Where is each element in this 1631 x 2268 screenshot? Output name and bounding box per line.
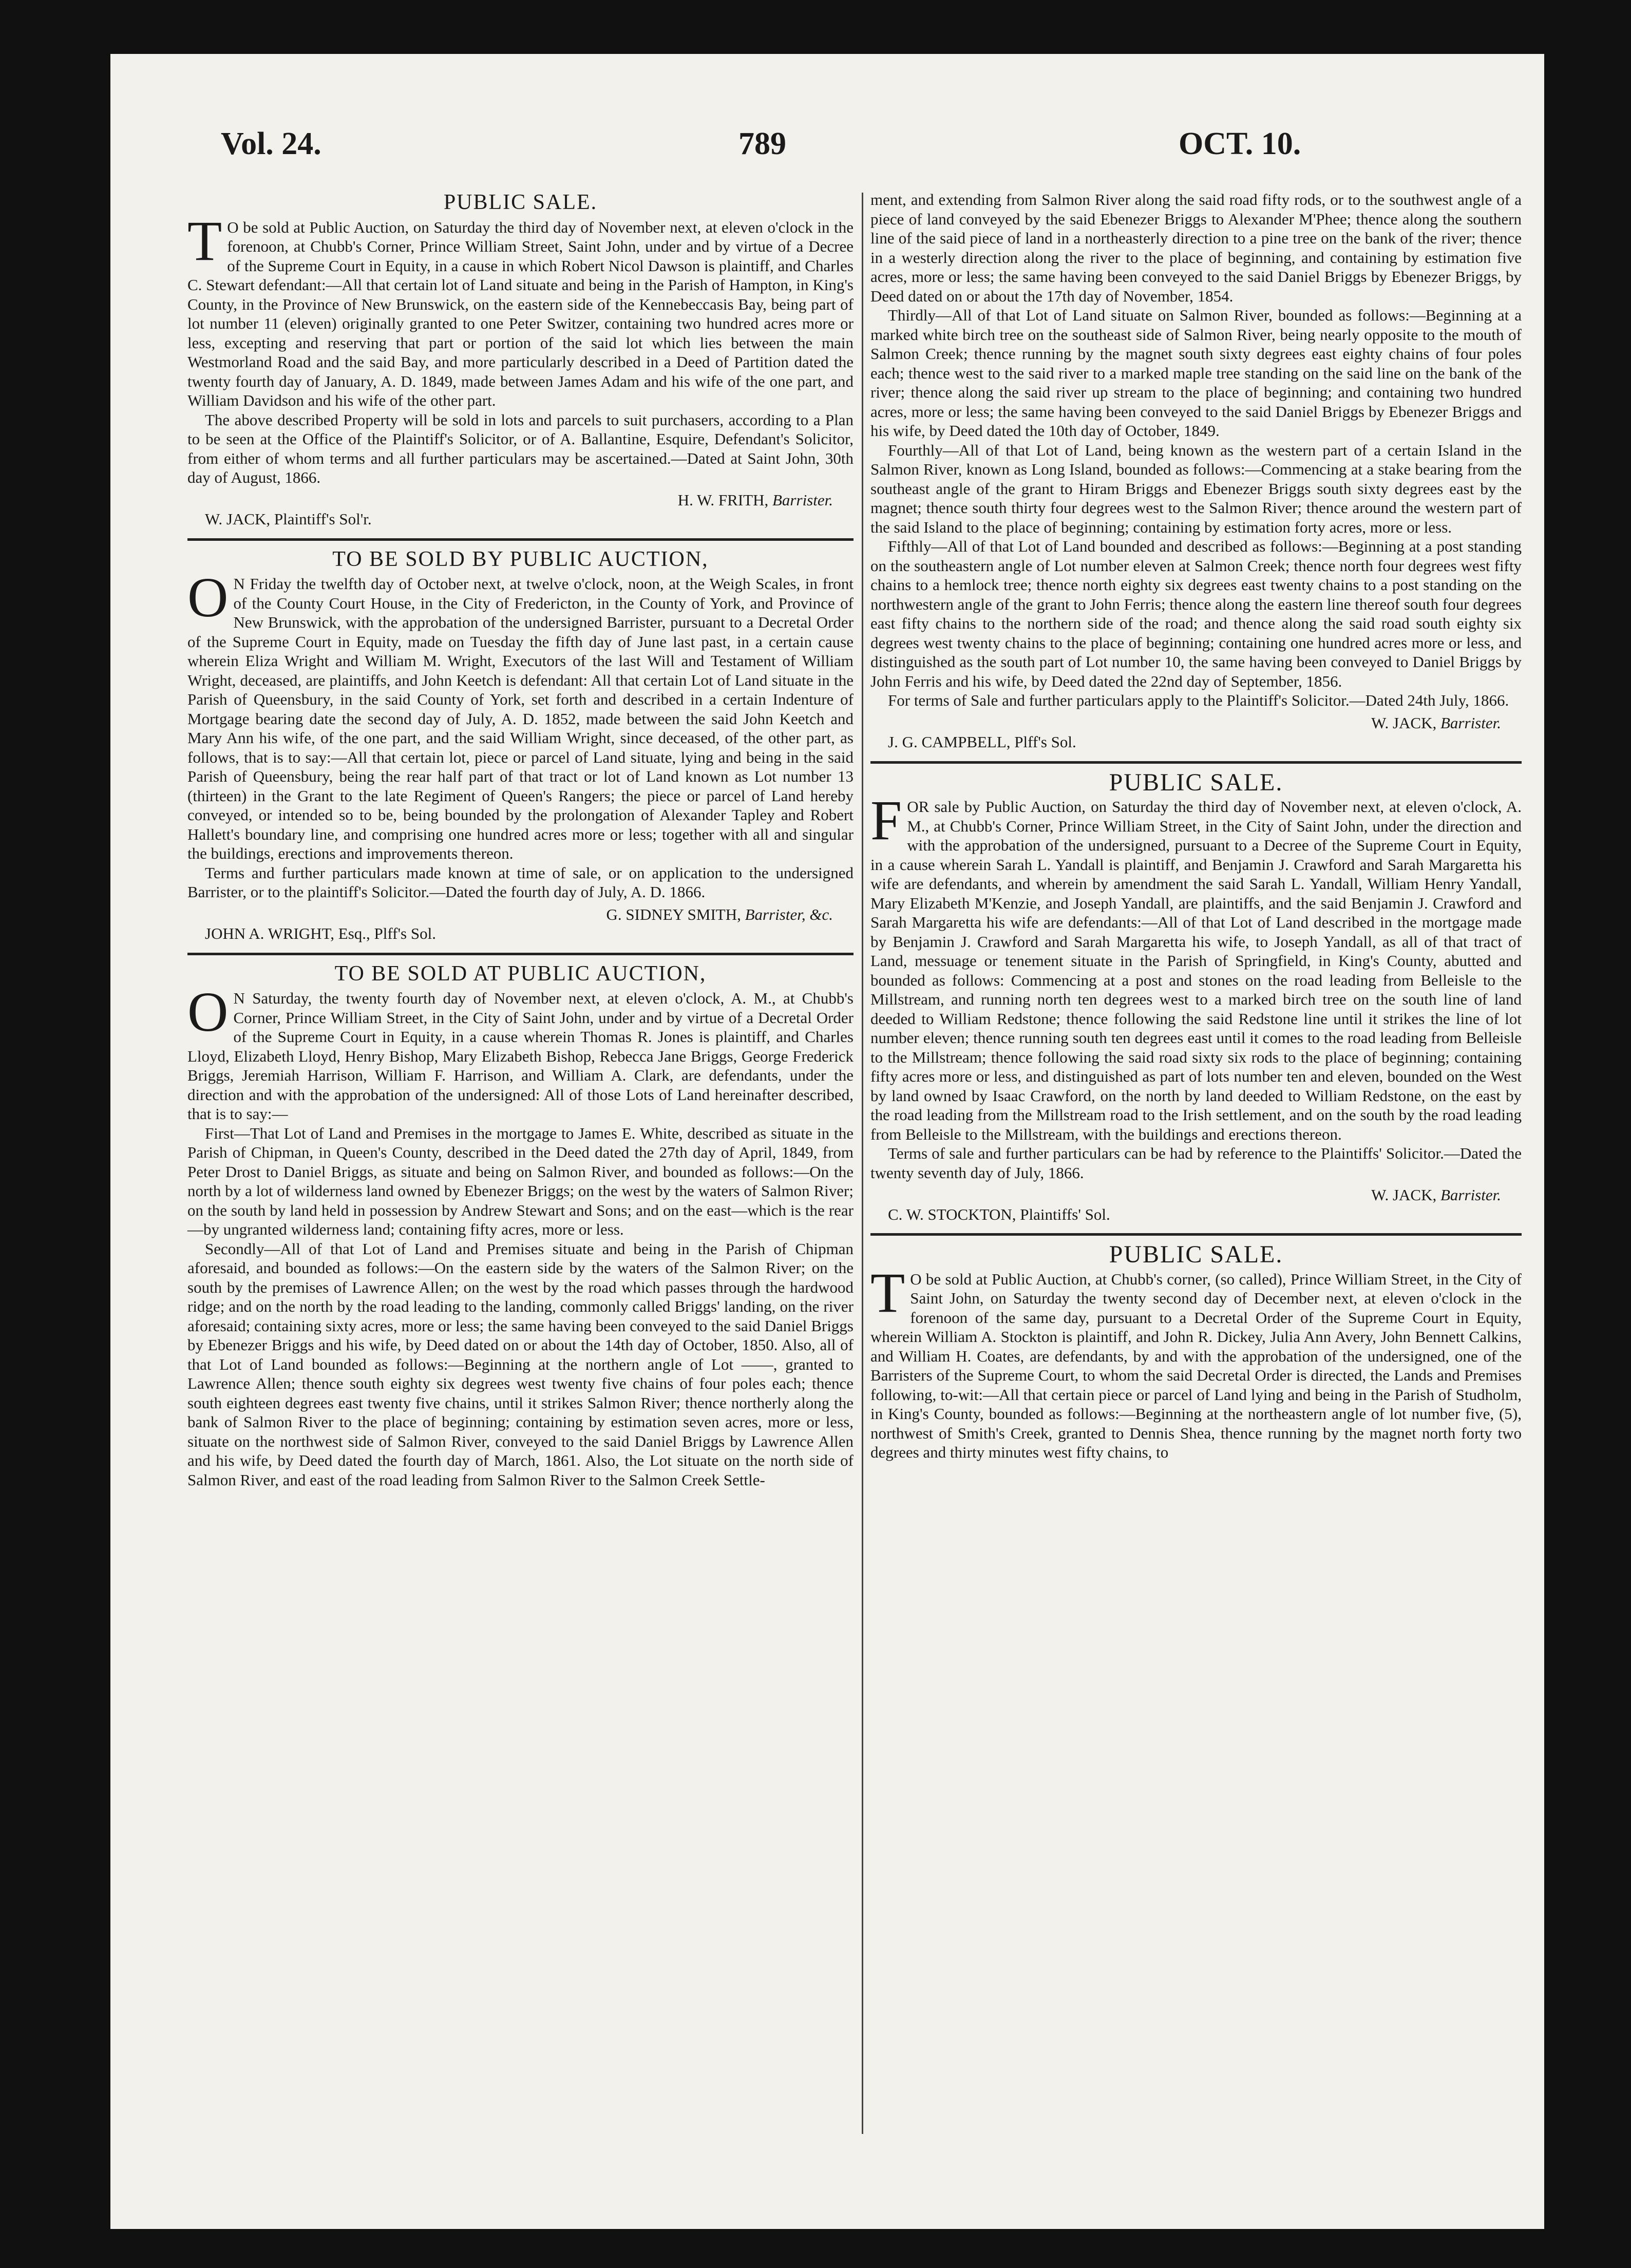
notice-auction-fredericton	[187, 547, 854, 943]
column-divider	[862, 193, 863, 2134]
notice-auction-chipman	[187, 961, 854, 1490]
notice-body: FOR sale by Public Auction, on Saturday the third day of November next, at eleven o'clock, A. M., at Chubb's Corner, Prince William Street, in the City of Saint John, under the direction and with the approbation of the undersigned, pursuant to a Decree of the Supreme Court in Equity, in a cause wherein Sarah L. Yandall is plaintiff, and Benjamin J. Crawford and Sarah Margaretta his wife are defendants, and wherein by amendment the said Sarah L. Yandall, William Henry Yandall, Mary Elizabeth M'Kenzie, and Joseph Yandall, are plaintiffs, and the said Benjamin J. Crawford and Sarah Margaretta his wife are defendants:—All of that Lot of Land described in the mortgage made by Benjamin J. Crawford and Sarah Margaretta his wife, to Joseph Yandall, as all of that tract of Land, messuage or tenement situate in the Parish of Springfield, in King's County, abutted and bounded as follows: Commencing at a post and stones on the road leading from Belleisle to the Millstream, and running north ten degrees west to a marked birch tree on the south line of land deeded to William Redstone; thence following the said Redstone line until it strikes the line of lot number eleven; thence running south ten degrees east until it comes to the road leading from Belleisle to the Millstream; thence following the said road sixty six rods to the place of beginning; containing fifty acres more or less, and distinguished as part of lots number ten and eleven, bounded on the West by land owned by Isaac Crawford, on the north by land deeded to William Redstone, on the east by the road leading from the Millstream road to the Irish settlement, and on the south by the road leading from Belleisle to the Millstream, with the buildings and erections thereon.	[870, 789, 1522, 1143]
notice-public-sale-springfield	[870, 768, 1522, 1224]
notice-terms: Terms and further particulars made known at time of sale, or on application to the undersigned Barrister, or to the plaintiff's Solicitor.—Dated the fourth day of July, A. D. 1866.	[187, 863, 854, 901]
volume-number: Vol. 24.	[221, 126, 321, 161]
notice-terms: Terms of sale and further particulars can be had by reference to the Plaintiffs' Solicitor.—Dated the twenty seventh day of July, 1866.	[870, 1144, 1522, 1182]
notice-second-lot: Secondly—All of that Lot of Land and Premises situate and being in the Parish of Chipman aforesaid, and bounded as follows:—On the eastern side by the waters of the Salmon River; on the south by the premises of Lawrence Allen; on the west by the road which passes through the hardwood ridge; and on the north by the road leading to the landing, commonly called Briggs' landing, on the river aforesaid; containing sixty acres, more or less; the same having been conveyed to the said Daniel Briggs by Ebenezer Briggs and his wife, by Deed dated on or about the 14th day of October, 1850. Also, all of that Lot of Land bounded as follows:—Beginning at the northern angle of Lot ——, granted to Lawrence Allen; thence south eighty six degrees west twenty five chains of four poles each; thence south eighteen degrees east twenty five chains, until it strikes Salmon River; thence northerly along the bank of Salmon River to the place of beginning; containing by estimation seven acres, more or less, situate on the northwest side of Salmon River, conveyed to the said Daniel Briggs by Lawrence Allen and his wife, by Deed dated the fourth day of March, 1861. Also, the Lot situate on the north side of Salmon River, and east of the road leading from Salmon River to the Salmon Creek Settle-	[187, 1239, 854, 1489]
notice-fifth-lot: Fifthly—All of that Lot of Land bounded and described as follows:—Beginning at a post standing on the southeastern angle of Lot number eleven at Salmon Creek; thence north four degrees west fifty chains to a hemlock tree; thence north eighty six degrees east twenty chains to a post standing on the northwestern angle of the grant to John Ferris; thence along the eastern line thereof south four degrees east fifty chains to the northern side of the road; and thence along the said road south eighty six degrees west twenty chains to the place of beginning; containing one hundred acres more or less, and distinguished as the south part of Lot number 10, the same having been conveyed to Daniel Briggs by John Ferris and his wife, by Deed dated the 22nd day of September, 1856.	[870, 537, 1522, 690]
newspaper-page	[110, 54, 1544, 2229]
notice-auction-chipman-continued	[870, 190, 1522, 752]
signature: W. JACK, Barrister.	[1371, 713, 1501, 732]
drop-cap: O	[187, 980, 229, 1043]
notice-terms: For terms of Sale and further particulars apply to the Plaintiff's Solicitor.—Dated 24th July, 1866.	[888, 691, 1509, 709]
notice-title: TO BE SOLD AT PUBLIC AUCTION,	[334, 961, 707, 986]
solicitor-line: W. JACK, Plaintiff's Sol'r.	[205, 510, 372, 528]
issue-date: OCT. 10.	[1179, 126, 1301, 161]
notice-body: T O be sold at Public Auction, on Saturday the third day of November next, at eleven o'clock in the forenoon, at Chubb's Corner, Prince William Street, Saint John, under and by virtue of a Decree of the Supreme Court in Equity, in a cause in which Robert Nicol Dawson is plaintiff, and Charles C. Stewart defendant:—All that certain lot of Land situate and being in the Parish of Hampton, in King's County, in the Province of New Brunswick, on the eastern side of the Kennebeccasis Bay, being part of lot number 11 (eleven) originally granted to one Peter Switzer, containing two hundred acres more or less, excepting and reserving that part or portion of the said lot which lies between the main Westmorland Road and the said Bay, and more particularly described in a Deed of Partition dated the twenty fourth day of January, A. D. 1849, made between James Adam and his wife of the one part, and William Davidson and his wife of the other part.	[187, 209, 854, 409]
notice-fourth-lot: Fourthly—All of that Lot of Land, being known as the western part of a certain Island in the Salmon River, known as Long Island, bounded as follows:—Commencing at a stake bearing from the southeast angle of the grant to Hiram Briggs and Ebenezer Briggs south sixty degrees east by the magnet; thence south thirty four degrees west to the Salmon River; thence around the western part of the said Island to the place of beginning; containing by estimation forty acres, more or less.	[870, 441, 1522, 536]
right-column	[870, 190, 1522, 1462]
drop-cap: O	[187, 566, 229, 629]
notice-first-lot: First—That Lot of Land and Premises in the mortgage to James E. White, described as situate in the Parish of Chipman, in Queen's County, described in the Deed dated the 27th day of April, 1849, from Peter Drost to Daniel Briggs, as situate and being on Salmon River, and bounded as follows:—On the north by a lot of wilderness land owned by Ebenezer Briggs; on the west by the waters of Salmon River; on the south by land held in possession by Andrew Stewart and Sons; and on the east—which is the rear—by ungranted wilderness land; containing fifty acres, more or less.	[187, 1124, 854, 1238]
signature: G. SIDNEY SMITH, Barrister, &c.	[606, 905, 833, 923]
notice-title: PUBLIC SALE.	[443, 191, 598, 214]
divider	[187, 538, 854, 541]
signature: W. JACK, Barrister.	[1371, 1186, 1501, 1204]
solicitor-line: J. G. CAMPBELL, Plff's Sol.	[888, 733, 1076, 751]
notice-third-lot: Thirdly—All of that Lot of Land situate on Salmon River, bounded as follows:—Beginning at a marked white birch tree on the southeast side of Salmon River, being nearly opposite to the mouth of Salmon Creek; thence running by the magnet south sixty degrees east eighty chains of four poles each; thence west to the said river to a marked maple tree standing on the said line on the bank of the river; thence along the said river up stream to the place of beginning; and containing two hundred acres, more or less; the same having been conveyed to the said Daniel Briggs by Ebenezer Briggs and his wife, by Deed dated the 10th day of October, 1849.	[870, 306, 1522, 440]
divider	[870, 1233, 1522, 1236]
drop-cap: F	[870, 789, 902, 852]
notice-body: O N Friday the twelfth day of October next, at twelve o'clock, noon, at the Weigh Scales, in front of the County Court House, in the City of Fredericton, in the County of York, and Province of New Brunswick, with the approbation of the undersigned Barrister, pursuant to a Decretal Order of the Supreme Court in Equity, made on Tuesday the fifth day of June last past, in a certain cause wherein Eliza Wright and William M. Wright, Executors of the last Will and Testament of William Wright, deceased, are plaintiffs, and John Keetch is defendant: All that certain Lot of Land situate in the Parish of Queensbury, in the said County of York, set forth and described in a certain Indenture of Mortgage bearing date the second day of July, A. D. 1852, made between the said John Keetch and Mary Ann his wife, of the one part, and the said William Wright, since deceased, of the other part, as follows, that is to say:—All that certain lot, piece or parcel of Land situate, lying and being in the said Parish of Queensbury, being the rear half part of that tract or lot of Land known as Lot number 13 (thirteen) in the Grant to the late Regiment of Queen's Rangers; the piece or parcel of Land hereby conveyed, or intended so to be, being bounded by the prolongation of Alexander Tapley and Robert Hallett's boundary line, and comprising one hundred acres more or less; together with all and singular the buildings, erections and improvements thereon.	[187, 566, 854, 862]
continued-text: ment, and extending from Salmon River along the said road fifty rods, or to the southwest angle of a piece of land conveyed by the said Ebenezer Briggs to Alexander M'Phee; thence along the southern line of the said piece of land in a northeasterly direction to a pine tree on the bank of the river; thence in a westerly direction along the river to the place of beginning, and containing by estimation five acres, more or less; the same having been conveyed to the said Daniel Briggs by Ebenezer Briggs, by Deed dated on or about the 17th day of November, 1854.	[870, 191, 1522, 305]
solicitor-line: JOHN A. WRIGHT, Esq., Plff's Sol.	[205, 924, 436, 942]
notice-terms: The above described Property will be sold in lots and parcels to suit purchasers, according to a Plan to be seen at the Office of the Plaintiff's Solicitor, or of A. Ballantine, Esquire, Defendant's Solicitor, from either of whom terms and all further particulars may be ascertained.—Dated at Saint John, 30th day of August, 1866.	[187, 410, 854, 486]
left-column	[187, 190, 854, 1489]
signature: H. W. FRITH, Barrister.	[677, 490, 833, 509]
notice-title: PUBLIC SALE.	[1109, 1241, 1283, 1268]
notice-public-sale-studholm	[870, 1241, 1522, 1462]
drop-cap: T	[187, 209, 222, 272]
notice-public-sale-hampton	[187, 193, 854, 529]
notice-body: T O be sold at Public Auction, at Chubb's corner, (so called), Prince William Street, in the City of Saint John, on Saturday the twenty second day of December next, at eleven o'clock in the forenoon of the same day, pursuant to a Decretal Order of the Supreme Court in Equity, wherein William A. Stockton is plaintiff, and John R. Dickey, Julia Ann Avery, John Bennett Calkins, and William H. Coates, are defendants, by and with the approbation of the undersigned, one of the Barristers of the Supreme Court, to whom the said Decretal Order is directed, the Lands and Premises following, to-wit:—All that certain piece or parcel of Land lying and being in the Parish of Studholm, in King's County, bounded as follows:—Beginning at the northeastern angle of lot number five, (5), northwest of Smith's Creek, granted to Dennis Shea, thence running by the magnet north forty two degrees and thirty minutes west fifty chains, to	[870, 1261, 1522, 1461]
drop-cap: T	[870, 1261, 905, 1324]
notice-body: O N Saturday, the twenty fourth day of November next, at eleven o'clock, A. M., at Chubb's Corner, Prince William Street, in the City of Saint John, under and by virtue of a Decretal Order of the Supreme Court in Equity, in a cause wherein Thomas R. Jones is plaintiff, and Charles Lloyd, Elizabeth Lloyd, Henry Bishop, Mary Elizabeth Bishop, Rebecca Jane Briggs, George Frederick Briggs, Jeremiah Harrison, William F. Harrison, and William A. Clark, are defendants, under the direction and with the approbation of the undersigned: All of those Lots of Land hereinafter described, that is to say:—	[187, 980, 854, 1123]
notice-title: TO BE SOLD BY PUBLIC AUCTION,	[332, 547, 709, 571]
divider	[187, 953, 854, 955]
notice-title: PUBLIC SALE.	[1109, 768, 1283, 796]
page-number: 789	[738, 126, 786, 161]
divider	[870, 761, 1522, 764]
solicitor-line: C. W. STOCKTON, Plaintiffs' Sol.	[888, 1205, 1110, 1223]
